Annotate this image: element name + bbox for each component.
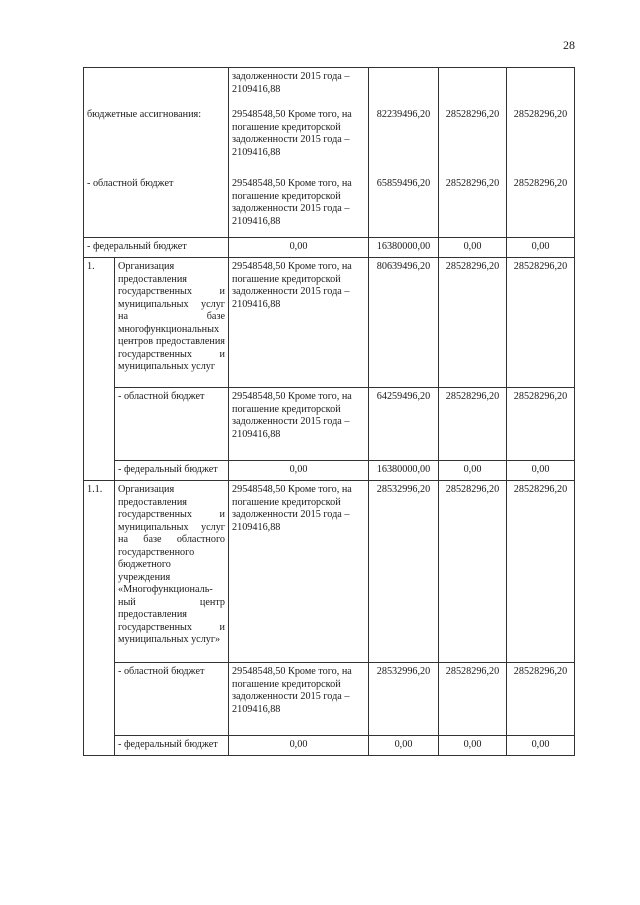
value-cell: 0,00 [507,736,575,756]
amount-cell: 0,00 [229,238,369,258]
row-label [84,68,229,100]
value-cell: 0,00 [439,736,507,756]
budget-table [83,67,575,756]
value-cell: 28528296,20 [439,388,507,461]
value-cell: 0,00 [439,461,507,481]
value-cell: 28528296,20 [439,168,507,238]
amount-cell: 29548548,50 Кроме того, на погашение кредиторской задолженности 2015 года – 2109416,88 [229,388,369,461]
value-cell: 65859496,20 [369,168,439,238]
value-cell: 16380000,00 [369,238,439,258]
value-cell: 28528296,20 [439,99,507,168]
row-label: - областной бюджет [115,388,229,461]
value-cell: 28528296,20 [439,663,507,736]
amount-cell: задолженности 2015 года – 2109416,88 [229,68,369,100]
table-row [84,99,575,168]
table-row [84,663,575,736]
row-label: - федеральный бюджет [115,736,229,756]
row-number: 1.1. [84,481,115,756]
value-cell: 0,00 [507,238,575,258]
row-label: - областной бюджет [84,168,229,238]
value-cell: 28528296,20 [507,663,575,736]
value-cell: 28528296,20 [507,388,575,461]
amount-cell: 29548548,50 Кроме того, на погашение кредиторской задолженности 2015 года – 2109416,88 [229,481,369,663]
value-cell: 28528296,20 [507,481,575,663]
value-cell: 28528296,20 [507,258,575,388]
row-label: бюджетные ассигнования: [84,99,229,168]
value-cell: 82239496,20 [369,99,439,168]
table-row [84,68,575,100]
value-cell: 0,00 [439,238,507,258]
amount-cell: 29548548,50 Кроме того, на погашение кредиторской задолженности 2015 года – 2109416,88 [229,258,369,388]
row-label: - областной бюджет [115,663,229,736]
value-cell [507,68,575,100]
amount-cell: 29548548,50 Кроме того, на погашение кредиторской задолженности 2015 года – 2109416,88 [229,663,369,736]
amount-cell: 29548548,50 Кроме того, на погашение кредиторской задолженности 2015 года – 2109416,88 [229,168,369,238]
table-row [84,168,575,238]
value-cell [369,68,439,100]
amount-cell: 29548548,50 Кроме того, на погашение кредиторской задолженности 2015 года – 2109416,88 [229,99,369,168]
value-cell: 28532996,20 [369,663,439,736]
value-cell: 28532996,20 [369,481,439,663]
value-cell: 28528296,20 [507,99,575,168]
table-row [84,238,575,258]
page-number: 28 [563,38,575,52]
amount-cell: 0,00 [229,736,369,756]
table-row [84,481,575,663]
value-cell: 64259496,20 [369,388,439,461]
row-label: - федеральный бюджет [84,238,229,258]
value-cell: 0,00 [507,461,575,481]
table-row [84,736,575,756]
value-cell: 16380000,00 [369,461,439,481]
value-cell [439,68,507,100]
row-label: Организация предоставления государственных и муниципальных услуг на базе областного государственного бюджетного учреждения «Многофункциональ-ный центр предоставления государственных и муниципальных услуг» [115,481,229,663]
value-cell: 28528296,20 [507,168,575,238]
value-cell: 80639496,20 [369,258,439,388]
value-cell: 28528296,20 [439,481,507,663]
value-cell: 28528296,20 [439,258,507,388]
amount-cell: 0,00 [229,461,369,481]
table-row [84,258,575,388]
row-label: Организация предоставления государственных и муниципальных услуг на базе многофункциональных центров предоставления государственных и муниципальных услуг [115,258,229,388]
table-row [84,388,575,461]
table-row [84,461,575,481]
value-cell: 0,00 [369,736,439,756]
row-label: - федеральный бюджет [115,461,229,481]
row-number: 1. [84,258,115,481]
